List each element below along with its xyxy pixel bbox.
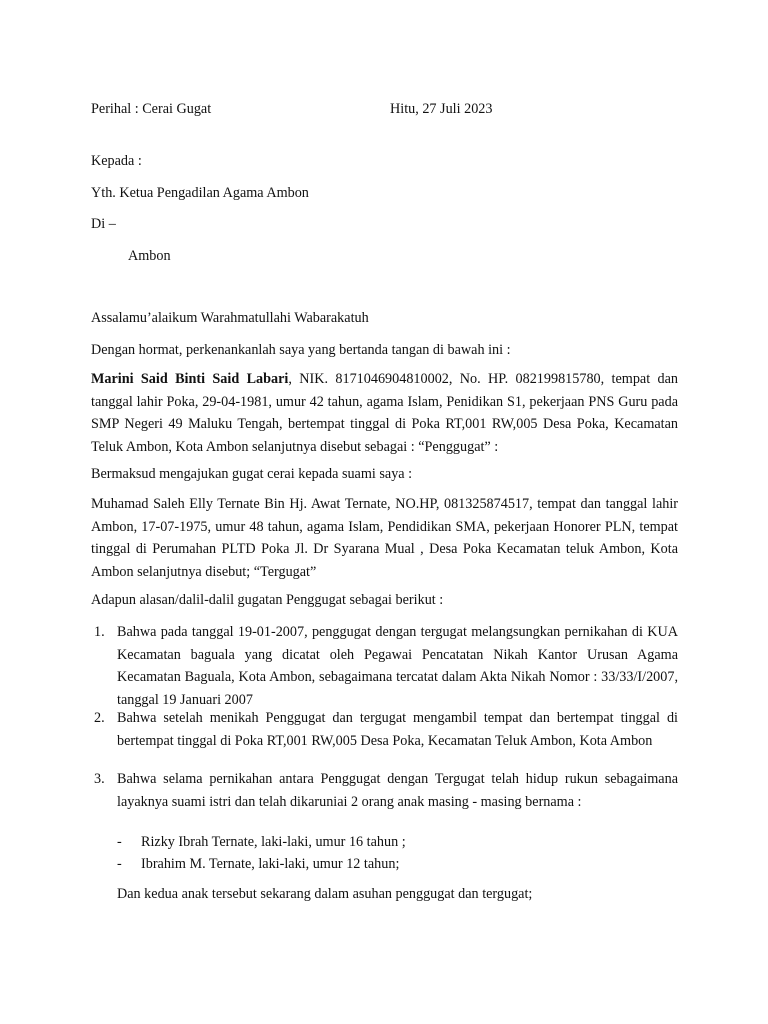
place-date: Hitu, 27 Juli 2023	[390, 101, 493, 117]
reason-text: Bahwa selama pernikahan antara Penggugat dengan Tergugat telah hidup rukun sebagaimana layaknya suami istri dan telah dikaruniai 2 orang anak masing - masing bernama :	[117, 771, 678, 810]
children-note: Dan kedua anak tersebut sekarang dalam asuhan penggugat dan tergugat;	[117, 886, 533, 902]
reason-text: Bahwa setelah menikah Penggugat dan tergugat mengambil tempat dan bertempat tinggal di bertempat tinggal di Poka RT,001 RW,005 Desa Poka, Kecamatan Teluk Ambon, Kota Ambon	[117, 710, 678, 749]
addressee-di: Di –	[91, 216, 116, 232]
child-text: Rizky Ibrah Ternate, laki-laki, umur 16 tahun ;	[141, 834, 406, 850]
penggugat-identity	[91, 368, 678, 458]
subject-line: Perihal : Cerai Gugat	[91, 101, 212, 117]
reason-item	[91, 707, 678, 752]
greeting: Assalamu’alaikum Warahmatullahi Wabarakatuh	[91, 310, 369, 326]
child-dash: -	[117, 834, 122, 850]
penggugat-details: , NIK. 8171046904810002, No. HP. 082199815780, tempat dan tanggal lahir Poka, 29-04-1981, umur 42 tahun, agama Islam, Penidikan S1, pekerjaan PNS Guru pada SMP Negeri 49 Maluku Tengah, bertempat tinggal di Poka RT,001 RW,005 Desa Poka, Kecamatan Teluk Ambon, Kota Ambon selanjutnya disebut sebagai : “Penggugat” :	[91, 371, 678, 455]
reason-number: 1.	[94, 624, 105, 640]
addressee-city: Ambon	[128, 248, 171, 264]
intent-sentence: Bermaksud mengajukan gugat cerai kepada suami saya :	[91, 466, 413, 482]
reason-item	[91, 621, 678, 711]
opening-sentence: Dengan hormat, perkenankanlah saya yang bertanda tangan di bawah ini :	[91, 342, 511, 358]
child-text: Ibrahim M. Ternate, laki-laki, umur 12 tahun;	[141, 856, 400, 872]
reason-item	[91, 768, 678, 813]
penggugat-name: Marini Said Binti Said Labari	[91, 371, 289, 387]
reason-number: 2.	[94, 710, 105, 726]
tergugat-identity: Muhamad Saleh Elly Ternate Bin Hj. Awat Ternate, NO.HP, 081325874517, tempat dan tanggal lahir Ambon, 17-07-1975, umur 48 tahun, agama Islam, Pendidikan SMA, pekerjaan Honorer PLN, tempat tinggal di Perumahan PLTD Poka Jl. Dr Syarana Mual , Desa Poka Kecamatan teluk Ambon, Kota Ambon selanjutnya disebut; “Tergugat”	[91, 496, 678, 580]
reason-text: Bahwa pada tanggal 19-01-2007, penggugat dengan tergugat melangsungkan pernikahan di KUA Kecamatan baguala yang dicatat oleh Pegawai Pencatatan Nikah Kantor Urusan Agama Kecamatan Baguala, Kota Ambon, sebagaimana tercatat dalam Akta Nikah Nomor : 33/33/I/2007, tanggal 19 Januari 2007	[117, 624, 678, 708]
addressee-label: Kepada :	[91, 153, 142, 169]
reasons-intro: Adapun alasan/dalil-dalil gugatan Penggugat sebagai berikut :	[91, 592, 444, 608]
reason-number: 3.	[94, 771, 105, 787]
child-dash: -	[117, 856, 122, 872]
addressee-recipient: Yth. Ketua Pengadilan Agama Ambon	[91, 185, 309, 201]
